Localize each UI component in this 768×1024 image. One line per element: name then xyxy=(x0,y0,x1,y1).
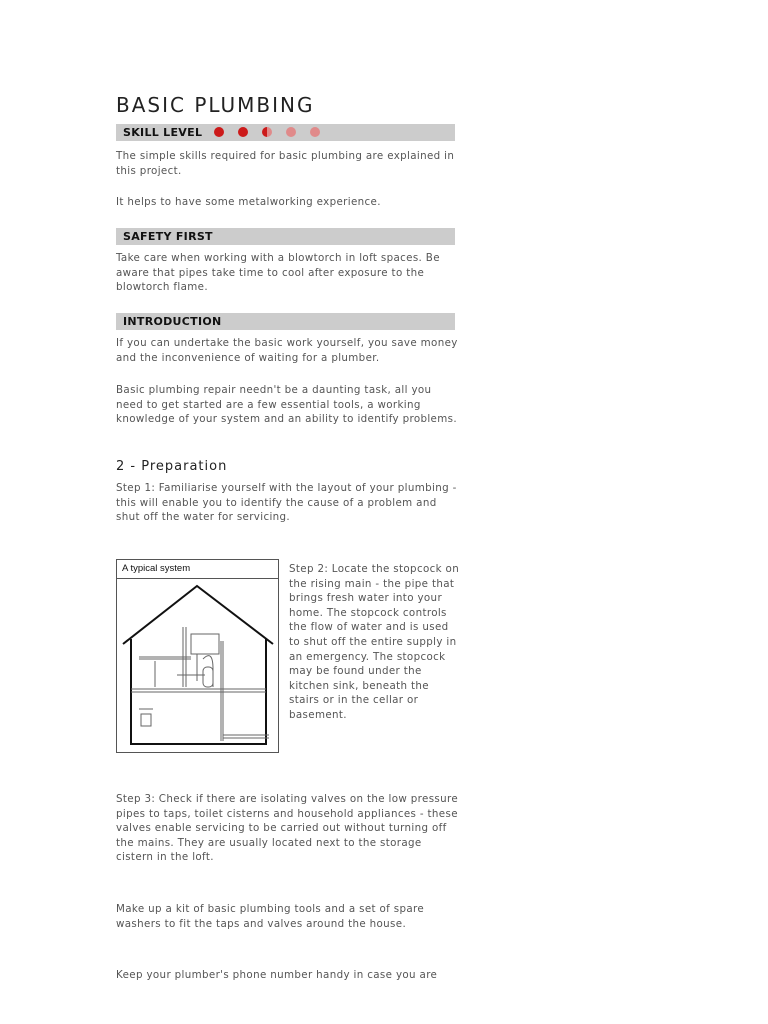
skill-dot-3-half xyxy=(262,127,272,137)
skill-dot-4 xyxy=(286,127,296,137)
plumbing-system-figure xyxy=(116,559,279,753)
step-1-paragraph: Step 1: Familiarise yourself with the layout of your plumbing - this will enable you to identify the cause of a problem and shut off the water for servicing. xyxy=(116,482,457,524)
tool-kit-paragraph: Make up a kit of basic plumbing tools and a set of spare washers to fit the taps and valves around the house. xyxy=(116,903,425,930)
page-title: BASIC PLUMBING xyxy=(116,93,315,117)
intro-paragraph-1: If you can undertake the basic work yourself, you save money and the inconvenience of waiting for a plumber. xyxy=(116,337,458,364)
safety-first-bar xyxy=(116,228,455,245)
step-3-paragraph: Step 3: Check if there are isolating valves on the low pressure pipes to taps, toilet cisterns and household appliances - these valves enable servicing to be carried out without turning off the mains. They are usually located next to the storage cistern in the loft. xyxy=(116,793,459,864)
step-2-paragraph: Step 2: Locate the stopcock on the rising main - the pipe that brings fresh water into your home. The stopcock controls the flow of water and is used to shut off the entire supply in an emergency. The stopcock may be found under the kitchen sink, beneath the stairs or in the cellar or basement. xyxy=(289,563,460,721)
intro-paragraph-2: Basic plumbing repair needn't be a daunting task, all you need to get started are a few essential tools, a working knowledge of your system and an ability to identify problems. xyxy=(116,384,457,426)
plumber-phone-paragraph: Keep your plumber's phone number handy in case you are xyxy=(116,969,438,981)
introduction-bar xyxy=(116,313,455,330)
figure-caption: A typical system xyxy=(117,560,278,579)
skill-paragraph-1: The simple skills required for basic plumbing are explained in this project. xyxy=(116,150,455,177)
house-plumbing-diagram xyxy=(117,579,278,753)
introduction-label: INTRODUCTION xyxy=(123,315,222,328)
safety-paragraph: Take care when working with a blowtorch in loft spaces. Be aware that pipes take time to cool after exposure to the blowtorch flame. xyxy=(116,252,440,294)
skill-level-bar xyxy=(116,124,455,141)
skill-paragraph-2: It helps to have some metalworking experience. xyxy=(116,196,381,208)
skill-dot-2 xyxy=(238,127,248,137)
preparation-heading: 2 - Preparation xyxy=(116,459,228,474)
skill-level-label: SKILL LEVEL xyxy=(123,126,203,139)
safety-first-label: SAFETY FIRST xyxy=(123,230,213,243)
skill-dot-1 xyxy=(214,127,224,137)
skill-dot-5 xyxy=(310,127,320,137)
